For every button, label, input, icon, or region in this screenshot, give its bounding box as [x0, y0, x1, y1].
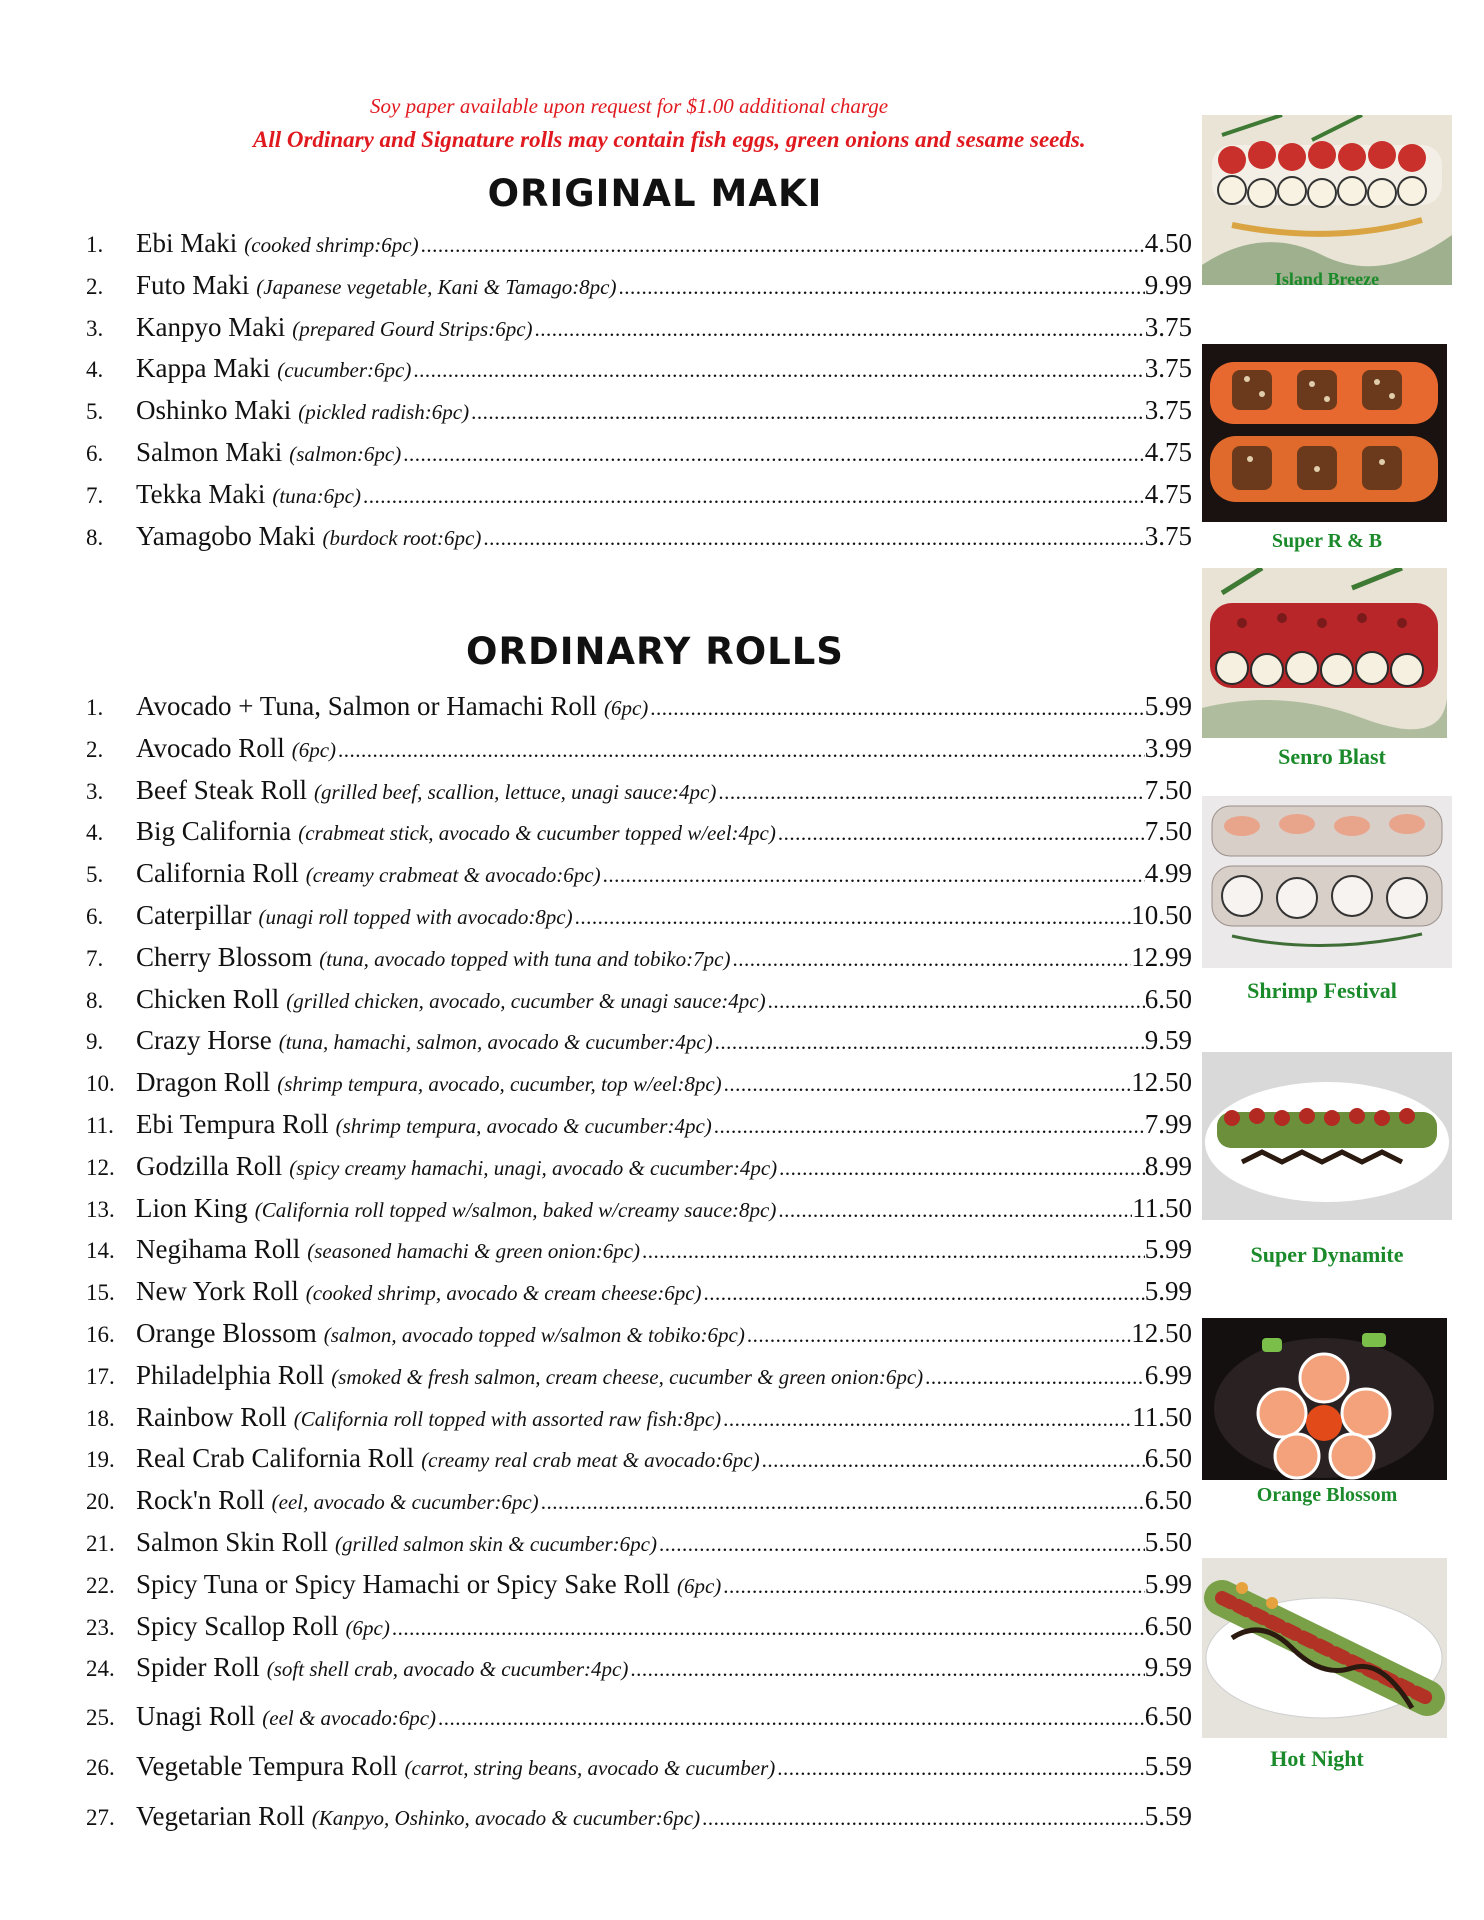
item-name: Yamagobo Maki [136, 520, 316, 551]
item-name: Negihama Roll [136, 1234, 301, 1265]
item-description: (pickled radish:6pc) [298, 400, 470, 425]
dot-leader [762, 1448, 1145, 1473]
caption-super-dynamite: Super Dynamite [1250, 1242, 1404, 1267]
menu-item [86, 1569, 1192, 1601]
dot-leader [541, 1490, 1145, 1515]
item-description: (grilled salmon skin & cucumber:6pc) [335, 1532, 657, 1556]
item-number: 25. [86, 1705, 115, 1731]
menu-item [86, 1067, 1192, 1099]
dot-leader [619, 275, 1145, 300]
item-name: Salmon Maki [136, 437, 283, 467]
item-number: 2. [86, 736, 104, 762]
item-description: (eel & avocado:6pc) [262, 1706, 437, 1731]
photo-orange-blossom [1202, 1318, 1447, 1480]
menu-item [86, 984, 1192, 1016]
item-price: 4.50 [1144, 228, 1192, 258]
item-description: (salmon, avocado topped w/salmon & tobiko:6pc) [323, 1323, 745, 1347]
dot-leader [650, 696, 1144, 721]
menu-item [86, 1402, 1192, 1434]
dot-leader [925, 1365, 1145, 1390]
item-name: Tekka Maki [136, 478, 266, 509]
menu-item [86, 395, 1192, 427]
item-number: 11. [86, 1113, 114, 1138]
item-price: 7.50 [1144, 816, 1192, 847]
soy-paper-note: Soy paper available upon request for $1.00 additional charge [370, 94, 889, 118]
item-price: 3.75 [1144, 353, 1192, 384]
item-name: Crazy Horse [136, 1025, 272, 1056]
menu-item [86, 270, 1192, 302]
item-price: 5.50 [1144, 1527, 1192, 1557]
menu-item [86, 353, 1192, 385]
item-number: 3. [86, 315, 104, 341]
item-name: Futo Maki [136, 269, 250, 300]
item-price: 4.75 [1144, 437, 1192, 467]
item-name: Godzilla Roll [136, 1150, 283, 1181]
dot-leader [778, 1198, 1132, 1223]
item-description: (crabmeat stick, avocado & cucumber topped w/eel:4pc) [298, 821, 776, 846]
item-description: (6pc) [291, 737, 337, 762]
item-description: (burdock root:6pc) [322, 525, 482, 550]
menu-item [86, 1443, 1192, 1475]
item-number: 5. [86, 862, 104, 888]
item-name: Dragon Roll [136, 1067, 271, 1098]
item-price: 6.50 [1144, 1443, 1192, 1474]
item-price: 8.99 [1144, 1150, 1192, 1181]
caption-island-breeze: Island Breeze [1274, 272, 1380, 289]
item-name: Chicken Roll [136, 983, 280, 1014]
dot-leader [363, 484, 1145, 509]
photo-hot-night [1202, 1558, 1447, 1738]
menu-item [86, 1652, 1192, 1684]
item-price: 3.99 [1144, 732, 1192, 763]
item-description: (6pc) [603, 696, 649, 720]
dot-leader [768, 989, 1145, 1014]
item-price: 11.50 [1132, 1401, 1192, 1432]
dot-leader [403, 442, 1145, 467]
item-name: Philadelphia Roll [136, 1359, 325, 1390]
item-number: 21. [86, 1531, 115, 1556]
photo-shrimp-festival [1202, 796, 1452, 968]
item-price: 12.99 [1131, 941, 1192, 972]
dot-leader [630, 1657, 1144, 1682]
dot-leader [715, 1030, 1145, 1055]
dot-leader [338, 738, 1145, 763]
menu-item [86, 858, 1192, 890]
menu-item [86, 1611, 1192, 1643]
menu-item [86, 1193, 1192, 1225]
menu-item [86, 691, 1192, 723]
item-description: (seasoned hamachi & green onion:6pc) [307, 1239, 641, 1264]
item-price: 9.59 [1144, 1652, 1192, 1683]
item-price: 5.99 [1144, 1234, 1192, 1265]
item-description: (spicy creamy hamachi, unagi, avocado & cucumber:4pc) [289, 1155, 778, 1180]
dot-leader [714, 1114, 1145, 1139]
item-description: (carrot, string beans, avocado & cucumber) [404, 1756, 776, 1781]
menu-item [86, 1751, 1192, 1783]
item-name: Avocado Roll [136, 732, 285, 763]
item-price: 12.50 [1131, 1067, 1192, 1098]
item-number: 9. [86, 1029, 104, 1055]
caption-orange-blossom: Orange Blossom [1256, 1484, 1398, 1506]
item-name: Unagi Roll [136, 1701, 256, 1732]
item-name: Ebi Maki [136, 228, 238, 258]
item-number: 27. [86, 1805, 115, 1831]
item-name: Lion King [136, 1192, 248, 1223]
item-name: Avocado + Tuna, Salmon or Hamachi Roll [136, 691, 597, 721]
menu-item [86, 1360, 1192, 1392]
item-number: 5. [86, 399, 104, 425]
dot-leader [438, 1706, 1145, 1731]
item-description: (shrimp tempura, avocado & cucumber:4pc) [335, 1114, 712, 1138]
item-description: (cucumber:6pc) [277, 358, 412, 383]
item-price: 6.50 [1144, 983, 1192, 1014]
item-description: (California roll topped with assorted raw fish:8pc) [293, 1406, 722, 1431]
item-price: 4.99 [1144, 858, 1192, 889]
item-price: 5.99 [1144, 691, 1192, 721]
item-price: 3.75 [1144, 311, 1192, 342]
item-number: 2. [86, 273, 104, 299]
item-number: 24. [86, 1656, 115, 1682]
item-number: 23. [86, 1614, 115, 1640]
item-number: 10. [86, 1071, 115, 1097]
item-number: 22. [86, 1572, 115, 1598]
dot-leader [747, 1323, 1131, 1348]
item-name: Ebi Tempura Roll [136, 1109, 329, 1139]
menu-item [86, 942, 1192, 974]
item-price: 3.75 [1144, 520, 1192, 551]
menu-item [86, 1234, 1192, 1266]
item-price: 12.50 [1131, 1318, 1192, 1348]
menu-item [86, 1151, 1192, 1183]
menu-item [86, 1485, 1192, 1517]
caption-senro-blast: Senro Blast [1278, 744, 1386, 769]
item-number: 1. [86, 232, 104, 257]
item-description: (6pc) [345, 1615, 390, 1640]
menu-item [86, 816, 1192, 848]
item-name: Vegetable Tempura Roll [136, 1751, 398, 1782]
menu-item [86, 228, 1192, 260]
item-number: 12. [86, 1154, 115, 1180]
item-description: (California roll topped w/salmon, baked w/creamy sauce:8pc) [254, 1197, 777, 1222]
menu-item [86, 521, 1192, 553]
item-number: 8. [86, 987, 104, 1013]
menu-item [86, 437, 1192, 469]
item-price: 10.50 [1131, 900, 1192, 930]
item-name: Oshinko Maki [136, 395, 292, 426]
dot-leader [603, 863, 1145, 888]
item-number: 14. [86, 1238, 115, 1264]
menu-item [86, 312, 1192, 344]
ordinary-rolls-title: ORDINARY ROLLS [466, 630, 844, 673]
item-price: 5.99 [1144, 1568, 1192, 1599]
item-price: 3.75 [1144, 395, 1192, 426]
dot-leader [392, 1616, 1145, 1641]
item-price: 11.50 [1132, 1192, 1192, 1223]
dot-leader [779, 1156, 1145, 1181]
item-number: 16. [86, 1322, 115, 1347]
original-maki-title: ORIGINAL MAKI [487, 172, 823, 215]
item-name: Spicy Tuna or Spicy Hamachi or Spicy Sake Roll [136, 1568, 670, 1599]
item-description: (unagi roll topped with avocado:8pc) [258, 905, 573, 929]
item-description: (soft shell crab, avocado & cucumber:4pc) [266, 1657, 629, 1682]
item-description: (grilled beef, scallion, lettuce, unagi sauce:4pc) [313, 779, 717, 804]
item-name: Kappa Maki [136, 353, 271, 384]
item-description: (shrimp tempura, avocado, cucumber, top w/eel:8pc) [277, 1072, 722, 1097]
item-number: 19. [86, 1447, 115, 1473]
item-price: 5.59 [1144, 1801, 1192, 1832]
item-number: 13. [86, 1196, 115, 1222]
item-name: Beef Steak Roll [136, 774, 307, 805]
item-price: 7.50 [1144, 774, 1192, 805]
item-number: 15. [86, 1280, 115, 1306]
item-description: (6pc) [676, 1573, 722, 1598]
menu-item [86, 900, 1192, 932]
item-description: (tuna, avocado topped with tuna and tobiko:7pc) [319, 946, 731, 971]
item-price: 6.50 [1144, 1485, 1192, 1516]
item-price: 7.99 [1144, 1109, 1192, 1139]
item-number: 6. [86, 904, 104, 929]
dot-leader [777, 1756, 1144, 1781]
item-name: Orange Blossom [136, 1318, 317, 1348]
item-name: Vegetarian Roll [136, 1801, 305, 1832]
dot-leader [723, 1574, 1144, 1599]
item-number: 4. [86, 357, 104, 383]
dot-leader [421, 233, 1145, 258]
item-description: (grilled chicken, avocado, cucumber & unagi sauce:4pc) [286, 988, 766, 1013]
item-price: 5.99 [1144, 1276, 1192, 1307]
menu-item [86, 1801, 1192, 1833]
item-name: Rock'n Roll [136, 1485, 265, 1516]
item-name: Big California [136, 816, 292, 847]
menu-item [86, 1318, 1192, 1350]
dot-leader [575, 905, 1132, 930]
dot-leader [535, 317, 1145, 342]
menu-item [86, 479, 1192, 511]
item-name: Kanpyo Maki [136, 311, 286, 342]
item-price: 4.75 [1144, 478, 1192, 509]
photo-senro-blast [1202, 568, 1447, 738]
dot-leader [724, 1072, 1132, 1097]
item-description: (cooked shrimp:6pc) [244, 233, 419, 257]
item-description: (smoked & fresh salmon, cream cheese, cucumber & green onion:6pc) [331, 1364, 924, 1389]
item-price: 6.50 [1144, 1610, 1192, 1641]
dot-leader [704, 1281, 1145, 1306]
menu-item [86, 733, 1192, 765]
item-description: (Japanese vegetable, Kani & Tamago:8pc) [256, 274, 617, 299]
photo-island-breeze [1202, 115, 1452, 285]
item-name: Caterpillar [136, 900, 252, 930]
item-price: 9.59 [1144, 1025, 1192, 1056]
item-description: (tuna:6pc) [272, 483, 361, 508]
item-number: 7. [86, 482, 104, 508]
item-name: Real Crab California Roll [136, 1443, 415, 1474]
item-description: (cooked shrimp, avocado & cream cheese:6pc) [305, 1281, 702, 1306]
dot-leader [702, 1806, 1145, 1831]
item-description: (salmon:6pc) [289, 442, 402, 466]
item-name: Salmon Skin Roll [136, 1527, 329, 1557]
item-description: (eel, avocado & cucumber:6pc) [271, 1490, 539, 1515]
item-name: Spider Roll [136, 1652, 260, 1683]
item-number: 3. [86, 778, 104, 804]
dot-leader [659, 1532, 1145, 1557]
item-name: California Roll [136, 858, 299, 889]
item-name: Rainbow Roll [136, 1401, 287, 1432]
caption-super-r-and-b: Super R & B [1271, 530, 1383, 552]
dot-leader [718, 780, 1144, 805]
menu-item [86, 1109, 1192, 1141]
dot-leader [778, 821, 1145, 846]
item-description: (prepared Gourd Strips:6pc) [292, 316, 533, 341]
dot-leader [483, 526, 1144, 551]
item-name: Spicy Scallop Roll [136, 1610, 339, 1641]
menu-item [86, 1025, 1192, 1057]
item-number: 18. [86, 1405, 115, 1431]
item-number: 7. [86, 945, 104, 971]
item-number: 4. [86, 820, 104, 846]
photo-super-r-and-b [1202, 344, 1447, 522]
dot-leader [471, 400, 1145, 425]
dot-leader [723, 1407, 1132, 1432]
menu-item [86, 1527, 1192, 1559]
item-price: 9.99 [1144, 269, 1192, 300]
item-price: 5.59 [1144, 1751, 1192, 1782]
dot-leader [732, 947, 1131, 972]
item-number: 8. [86, 524, 104, 550]
item-number: 1. [86, 695, 104, 720]
dot-leader [413, 358, 1144, 383]
caption-hot-night: Hot Night [1270, 1746, 1364, 1771]
item-description: (Kanpyo, Oshinko, avocado & cucumber:6pc) [311, 1806, 701, 1831]
item-description: (creamy crabmeat & avocado:6pc) [305, 863, 601, 888]
menu-item [86, 1276, 1192, 1308]
item-number: 20. [86, 1489, 115, 1515]
caption-shrimp-festival: Shrimp Festival [1247, 978, 1397, 1003]
menu-item [86, 775, 1192, 807]
item-price: 6.99 [1144, 1359, 1192, 1390]
item-price: 6.50 [1144, 1701, 1192, 1732]
allergen-note: All Ordinary and Signature rolls may contain fish eggs, green onions and sesame seeds. [253, 127, 1086, 152]
item-number: 6. [86, 441, 104, 466]
item-number: 26. [86, 1755, 115, 1781]
item-name: Cherry Blossom [136, 941, 313, 972]
dot-leader [642, 1239, 1145, 1264]
item-name: New York Roll [136, 1276, 299, 1307]
item-description: (creamy real crab meat & avocado:6pc) [421, 1448, 760, 1473]
item-description: (tuna, hamachi, salmon, avocado & cucumber:4pc) [278, 1030, 713, 1055]
photo-super-dynamite [1202, 1052, 1452, 1220]
menu-item [86, 1701, 1192, 1733]
item-number: 17. [86, 1363, 115, 1389]
